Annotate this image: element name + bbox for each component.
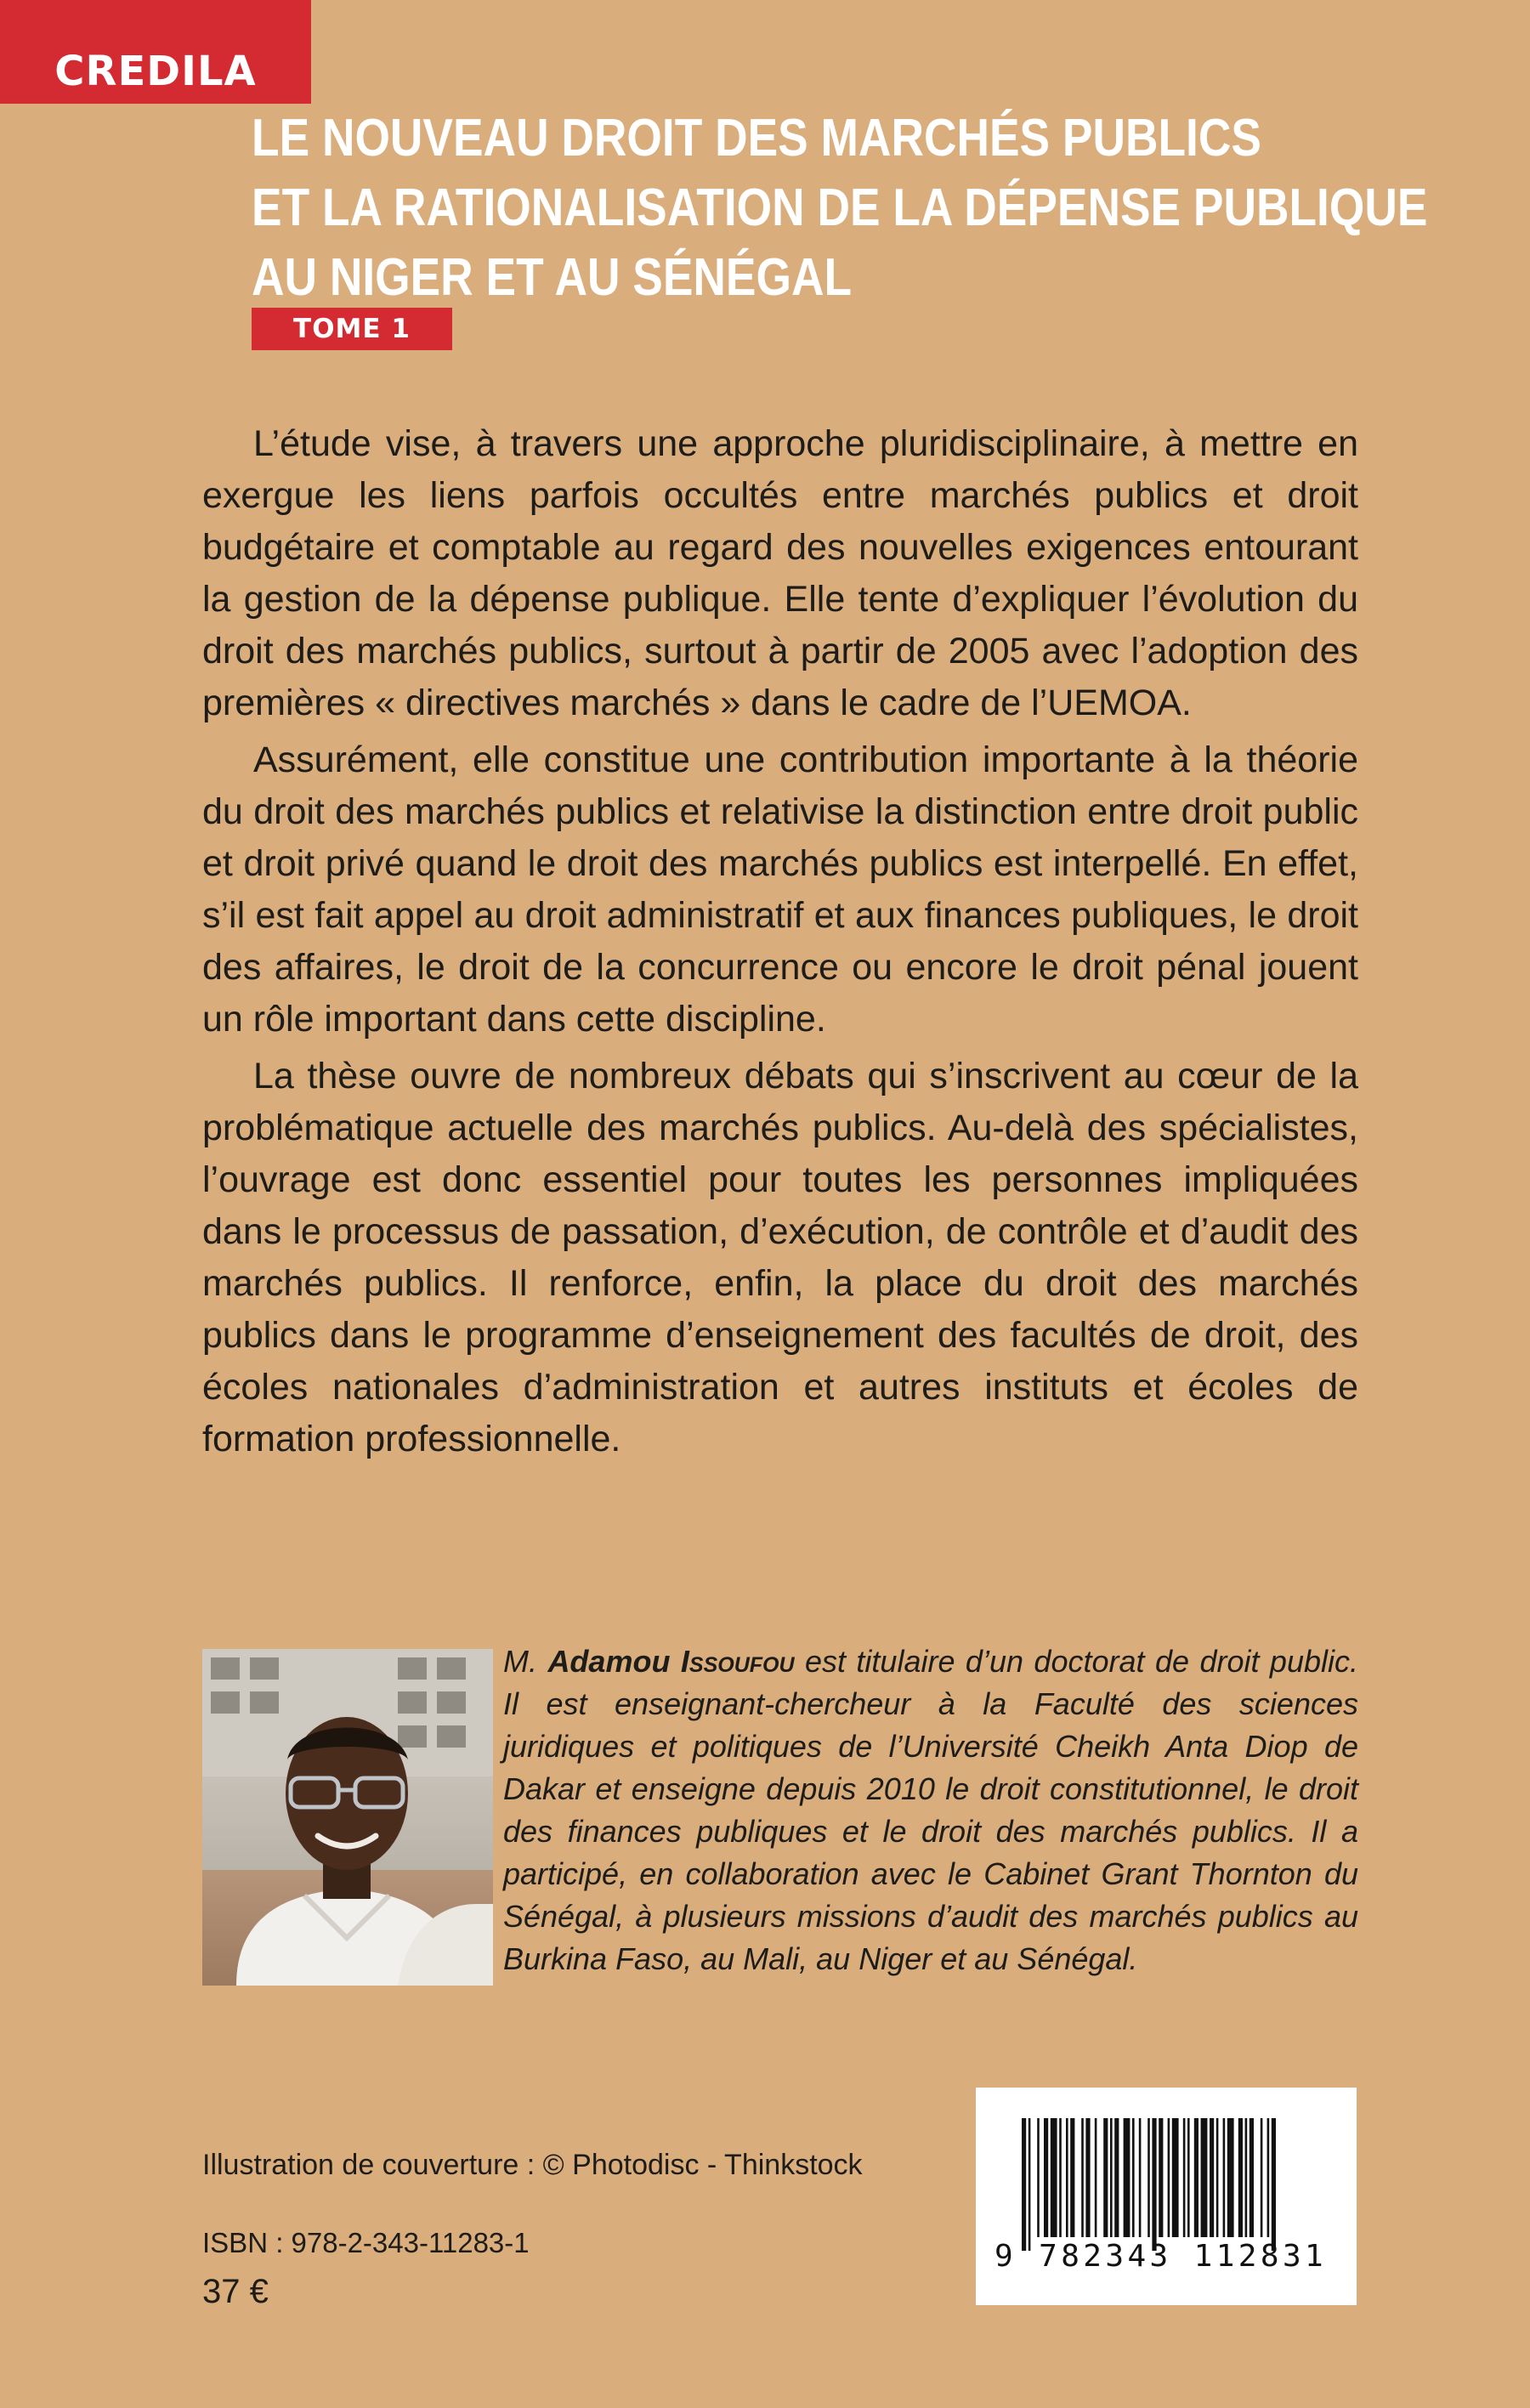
barcode-bar (1210, 2118, 1214, 2237)
barcode-bar (1124, 2118, 1130, 2237)
barcode-bar (1223, 2118, 1226, 2237)
author-first-name: Adamou (547, 1644, 671, 1679)
barcode-bar (1250, 2118, 1254, 2237)
back-cover-blurb (202, 418, 1358, 1470)
author-bio-text: est titulaire d’un doctorat de droit public. Il est enseignant-chercheur à la Faculté des sciences juridiques et politiques de l’Université Cheikh Anta Diop de Dakar et enseigne depuis 2010 le droit constitutionnel, le droit des finances publiques et le droit des marchés publics. Il a participé, en collaboration avec le Cabinet Grant Thornton du Sénégal, à plusieurs missions d’audit des marchés publics au Burkina Faso, au Mali, au Niger et au Sénégal. (503, 1644, 1358, 1976)
barcode-panel (976, 2088, 1357, 2305)
barcode-bar (1152, 2118, 1156, 2251)
barcode-bar (1267, 2118, 1270, 2237)
blurb-paragraph-1: L’étude vise, à travers une approche pluridisciplinaire, à mettre en exergue les liens parfois occultés entre marchés publics et droit budgétaire et comptable au regard des nouvelles exigences entourant la gestion de la dépense publique. Elle tente d’expliquer l’évolution du droit des marchés publics, surtout à partir de 2005 avec l’adoption des premières « directives marchés » dans le cadre de l’UEMOA. (202, 423, 1358, 723)
barcode-bar (1110, 2118, 1113, 2237)
barcode-bar (1216, 2118, 1219, 2237)
blurb-paragraph-3: La thèse ouvre de nombreux débats qui s’inscrivent au cœur de la problématique actuelle des marchés publics. Au-delà des spécialistes, l’ouvrage est donc essentiel pour toutes les personnes impliquées dans le processus de passation, d’exécution, de contrôle et d’audit des marchés publics. Il renforce, enfin, la place du droit des marchés publics dans le programme d’enseignement des facultés de droit, des écoles nationales d’administration et autres instituts et écoles de formation professionnelle. (202, 1056, 1358, 1459)
barcode-bar (1227, 2118, 1234, 2237)
barcode-bar (1044, 2118, 1048, 2237)
volume-badge: TOME 1 (252, 308, 452, 350)
blurb-paragraph-2: Assurément, elle constitue une contribution importante à la théorie du droit des marchés publics et relativise la distinction entre droit public et droit privé quand le droit des marchés publics est interpellé. En effet, s’il est fait appel au droit administratif et aux finances publiques, le droit des affaires, le droit de la concurrence ou encore le droit pénal jouent un rôle important dans cette discipline. (202, 739, 1358, 1040)
barcode-bar (1132, 2118, 1135, 2237)
barcode-bar (1183, 2118, 1186, 2237)
barcode-bar (1059, 2118, 1062, 2237)
barcode-bar (1022, 2118, 1026, 2251)
barcode-bar (1095, 2118, 1097, 2237)
book-title-line-1: LE NOUVEAU DROIT DES MARCHÉS PUBLICS (252, 109, 1261, 167)
barcode-bar (1081, 2118, 1084, 2237)
barcode-bar (1066, 2118, 1068, 2237)
barcode-bar (1114, 2118, 1119, 2237)
barcode-number: 9 782343 112831 (994, 2239, 1328, 2274)
barcode-bar (1187, 2118, 1190, 2237)
barcode-bar (1238, 2118, 1243, 2237)
price-label: 37 € (202, 2273, 269, 2310)
illustration-credit: Illustration de couverture : © Photodisc - Thinkstock (202, 2149, 863, 2181)
barcode-bar (1148, 2118, 1150, 2237)
author-prefix: M. (503, 1644, 548, 1679)
barcode-bar (1201, 2118, 1208, 2237)
author-bio (503, 1640, 1358, 1980)
barcode-bar (1070, 2118, 1074, 2237)
barcode-bar (1168, 2118, 1170, 2237)
barcode-bar (1261, 2118, 1263, 2237)
isbn-label: ISBN : 978-2-343-11283-1 (202, 2227, 530, 2258)
author-portrait-illustration (202, 1649, 493, 1986)
barcode-bar (1272, 2118, 1276, 2251)
book-title-line-2: ET LA RATIONALISATION DE LA DÉPENSE PUBLIQUE (252, 178, 1428, 237)
author-last-name: Issoufou (680, 1644, 795, 1679)
barcode-bar (1037, 2118, 1040, 2237)
barcode-bar (1194, 2118, 1198, 2237)
publisher-brand-label: CREDILA (0, 0, 311, 104)
barcode-bar (1245, 2118, 1248, 2237)
barcode-bar (1139, 2118, 1142, 2237)
barcode-bar (1051, 2118, 1057, 2237)
barcode-bar (1172, 2118, 1179, 2237)
book-title (252, 104, 1428, 313)
barcode-bar (1028, 2118, 1031, 2251)
barcode-bar (1085, 2118, 1090, 2237)
barcode-bar (1159, 2118, 1163, 2237)
barcode-bar (1103, 2118, 1108, 2237)
author-portrait-photo (202, 1649, 493, 1986)
book-title-line-3: AU NIGER ET AU SÉNÉGAL (252, 248, 853, 307)
